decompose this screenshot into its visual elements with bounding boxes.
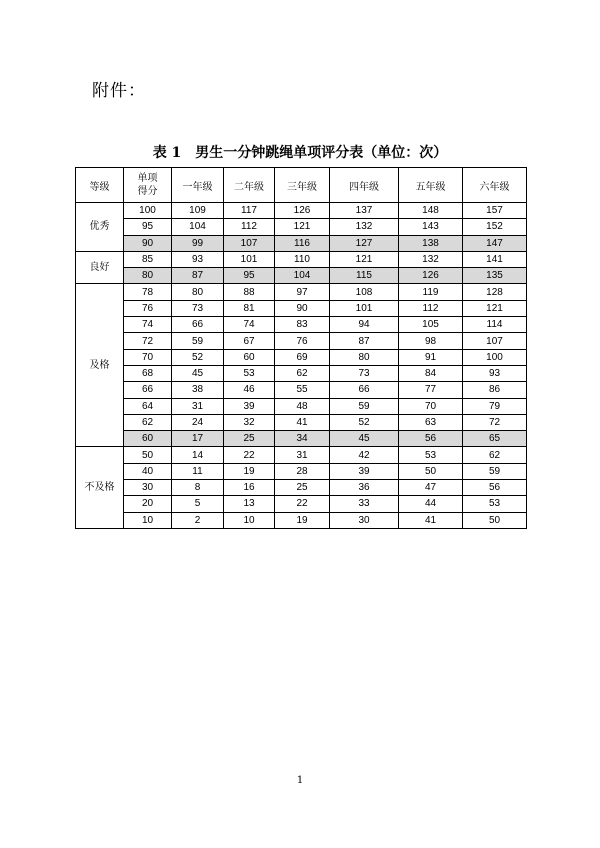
count-cell: 14 [172, 447, 224, 463]
score-cell: 62 [124, 414, 172, 430]
table-row [76, 203, 527, 219]
count-cell: 73 [330, 365, 399, 381]
count-cell: 10 [224, 512, 275, 528]
score-cell: 40 [124, 463, 172, 479]
score-cell: 100 [124, 203, 172, 219]
count-cell: 94 [330, 317, 399, 333]
score-cell: 74 [124, 317, 172, 333]
count-cell: 152 [463, 219, 527, 235]
count-cell: 105 [399, 317, 463, 333]
count-cell: 121 [463, 300, 527, 316]
table-caption: 表 1 男生一分钟跳绳单项评分表（单位：次） [152, 145, 448, 161]
count-cell: 80 [330, 349, 399, 365]
table-row [76, 219, 527, 235]
table-row [76, 447, 527, 463]
count-cell: 73 [172, 300, 224, 316]
count-cell: 44 [399, 496, 463, 512]
header-grade-2: 二年级 [224, 168, 275, 203]
score-cell: 50 [124, 447, 172, 463]
score-cell: 76 [124, 300, 172, 316]
count-cell: 114 [463, 317, 527, 333]
count-cell: 69 [275, 349, 330, 365]
count-cell: 143 [399, 219, 463, 235]
count-cell: 50 [399, 463, 463, 479]
count-cell: 121 [275, 219, 330, 235]
level-cell: 良好 [76, 251, 124, 284]
table-row [76, 268, 527, 284]
count-cell: 52 [172, 349, 224, 365]
count-cell: 36 [330, 480, 399, 496]
header-grade-6: 六年级 [463, 168, 527, 203]
count-cell: 53 [224, 365, 275, 381]
count-cell: 108 [330, 284, 399, 300]
count-cell: 132 [330, 219, 399, 235]
count-cell: 66 [172, 317, 224, 333]
count-cell: 83 [275, 317, 330, 333]
table-row [76, 251, 527, 267]
count-cell: 98 [399, 333, 463, 349]
count-cell: 138 [399, 235, 463, 251]
count-cell: 62 [463, 447, 527, 463]
score-cell: 85 [124, 251, 172, 267]
count-cell: 38 [172, 382, 224, 398]
count-cell: 63 [399, 414, 463, 430]
score-cell: 30 [124, 480, 172, 496]
count-cell: 109 [172, 203, 224, 219]
count-cell: 41 [275, 414, 330, 430]
count-cell: 56 [399, 431, 463, 447]
count-cell: 128 [463, 284, 527, 300]
count-cell: 107 [224, 235, 275, 251]
count-cell: 97 [275, 284, 330, 300]
score-cell: 78 [124, 284, 172, 300]
count-cell: 8 [172, 480, 224, 496]
count-cell: 25 [275, 480, 330, 496]
count-cell: 17 [172, 431, 224, 447]
table-body [76, 203, 527, 529]
count-cell: 99 [172, 235, 224, 251]
count-cell: 28 [275, 463, 330, 479]
count-cell: 59 [172, 333, 224, 349]
header-grade-5: 五年级 [399, 168, 463, 203]
count-cell: 32 [224, 414, 275, 430]
count-cell: 22 [224, 447, 275, 463]
count-cell: 79 [463, 398, 527, 414]
count-cell: 141 [463, 251, 527, 267]
score-cell: 20 [124, 496, 172, 512]
table-row [76, 382, 527, 398]
count-cell: 77 [399, 382, 463, 398]
count-cell: 100 [463, 349, 527, 365]
count-cell: 56 [463, 480, 527, 496]
count-cell: 53 [399, 447, 463, 463]
count-cell: 95 [224, 268, 275, 284]
count-cell: 76 [275, 333, 330, 349]
count-cell: 112 [399, 300, 463, 316]
count-cell: 119 [399, 284, 463, 300]
count-cell: 116 [275, 235, 330, 251]
count-cell: 59 [463, 463, 527, 479]
count-cell: 39 [330, 463, 399, 479]
count-cell: 91 [399, 349, 463, 365]
table-row [76, 300, 527, 316]
header-row [76, 168, 527, 203]
count-cell: 70 [399, 398, 463, 414]
header-grade-4: 四年级 [330, 168, 399, 203]
table-row [76, 398, 527, 414]
count-cell: 126 [399, 268, 463, 284]
score-cell: 70 [124, 349, 172, 365]
count-cell: 59 [330, 398, 399, 414]
count-cell: 126 [275, 203, 330, 219]
count-cell: 50 [463, 512, 527, 528]
table-row [76, 431, 527, 447]
count-cell: 72 [463, 414, 527, 430]
count-cell: 104 [275, 268, 330, 284]
count-cell: 47 [399, 480, 463, 496]
table-row [76, 333, 527, 349]
count-cell: 46 [224, 382, 275, 398]
count-cell: 115 [330, 268, 399, 284]
attachment-label: 附件： [92, 81, 146, 101]
count-cell: 132 [399, 251, 463, 267]
count-cell: 31 [275, 447, 330, 463]
level-cell: 优秀 [76, 203, 124, 252]
score-cell: 10 [124, 512, 172, 528]
count-cell: 110 [275, 251, 330, 267]
count-cell: 2 [172, 512, 224, 528]
count-cell: 52 [330, 414, 399, 430]
table-row [76, 414, 527, 430]
count-cell: 41 [399, 512, 463, 528]
score-cell: 72 [124, 333, 172, 349]
count-cell: 55 [275, 382, 330, 398]
count-cell: 147 [463, 235, 527, 251]
count-cell: 19 [275, 512, 330, 528]
count-cell: 67 [224, 333, 275, 349]
level-cell: 不及格 [76, 447, 124, 528]
count-cell: 45 [172, 365, 224, 381]
count-cell: 65 [463, 431, 527, 447]
count-cell: 101 [330, 300, 399, 316]
count-cell: 31 [172, 398, 224, 414]
table-row [76, 284, 527, 300]
table-row [76, 480, 527, 496]
scoring-table [75, 167, 527, 529]
score-cell: 90 [124, 235, 172, 251]
count-cell: 30 [330, 512, 399, 528]
score-cell: 66 [124, 382, 172, 398]
count-cell: 81 [224, 300, 275, 316]
count-cell: 157 [463, 203, 527, 219]
count-cell: 148 [399, 203, 463, 219]
table-row [76, 349, 527, 365]
count-cell: 24 [172, 414, 224, 430]
header-score [124, 168, 172, 203]
count-cell: 93 [172, 251, 224, 267]
count-cell: 60 [224, 349, 275, 365]
table-row [76, 463, 527, 479]
count-cell: 53 [463, 496, 527, 512]
count-cell: 13 [224, 496, 275, 512]
count-cell: 34 [275, 431, 330, 447]
count-cell: 33 [330, 496, 399, 512]
score-cell: 68 [124, 365, 172, 381]
count-cell: 42 [330, 447, 399, 463]
table-row [76, 512, 527, 528]
count-cell: 84 [399, 365, 463, 381]
count-cell: 66 [330, 382, 399, 398]
count-cell: 93 [463, 365, 527, 381]
table-row [76, 365, 527, 381]
count-cell: 39 [224, 398, 275, 414]
header-grade-1: 一年级 [172, 168, 224, 203]
count-cell: 86 [463, 382, 527, 398]
header-score-line2: 得分 [137, 186, 158, 197]
page-number: 1 [296, 775, 304, 786]
count-cell: 80 [172, 284, 224, 300]
count-cell: 5 [172, 496, 224, 512]
count-cell: 135 [463, 268, 527, 284]
count-cell: 45 [330, 431, 399, 447]
level-cell: 及格 [76, 284, 124, 447]
header-level: 等级 [76, 168, 124, 203]
count-cell: 74 [224, 317, 275, 333]
count-cell: 25 [224, 431, 275, 447]
count-cell: 88 [224, 284, 275, 300]
score-cell: 60 [124, 431, 172, 447]
count-cell: 90 [275, 300, 330, 316]
table-row [76, 235, 527, 251]
count-cell: 11 [172, 463, 224, 479]
count-cell: 19 [224, 463, 275, 479]
table-row [76, 496, 527, 512]
score-cell: 95 [124, 219, 172, 235]
count-cell: 112 [224, 219, 275, 235]
count-cell: 87 [172, 268, 224, 284]
count-cell: 87 [330, 333, 399, 349]
count-cell: 62 [275, 365, 330, 381]
count-cell: 16 [224, 480, 275, 496]
header-grade-3: 三年级 [275, 168, 330, 203]
score-cell: 64 [124, 398, 172, 414]
count-cell: 107 [463, 333, 527, 349]
count-cell: 137 [330, 203, 399, 219]
score-cell: 80 [124, 268, 172, 284]
count-cell: 101 [224, 251, 275, 267]
count-cell: 127 [330, 235, 399, 251]
count-cell: 104 [172, 219, 224, 235]
count-cell: 117 [224, 203, 275, 219]
count-cell: 121 [330, 251, 399, 267]
header-score-line1: 单项 [137, 173, 158, 184]
count-cell: 48 [275, 398, 330, 414]
table-row [76, 317, 527, 333]
count-cell: 22 [275, 496, 330, 512]
